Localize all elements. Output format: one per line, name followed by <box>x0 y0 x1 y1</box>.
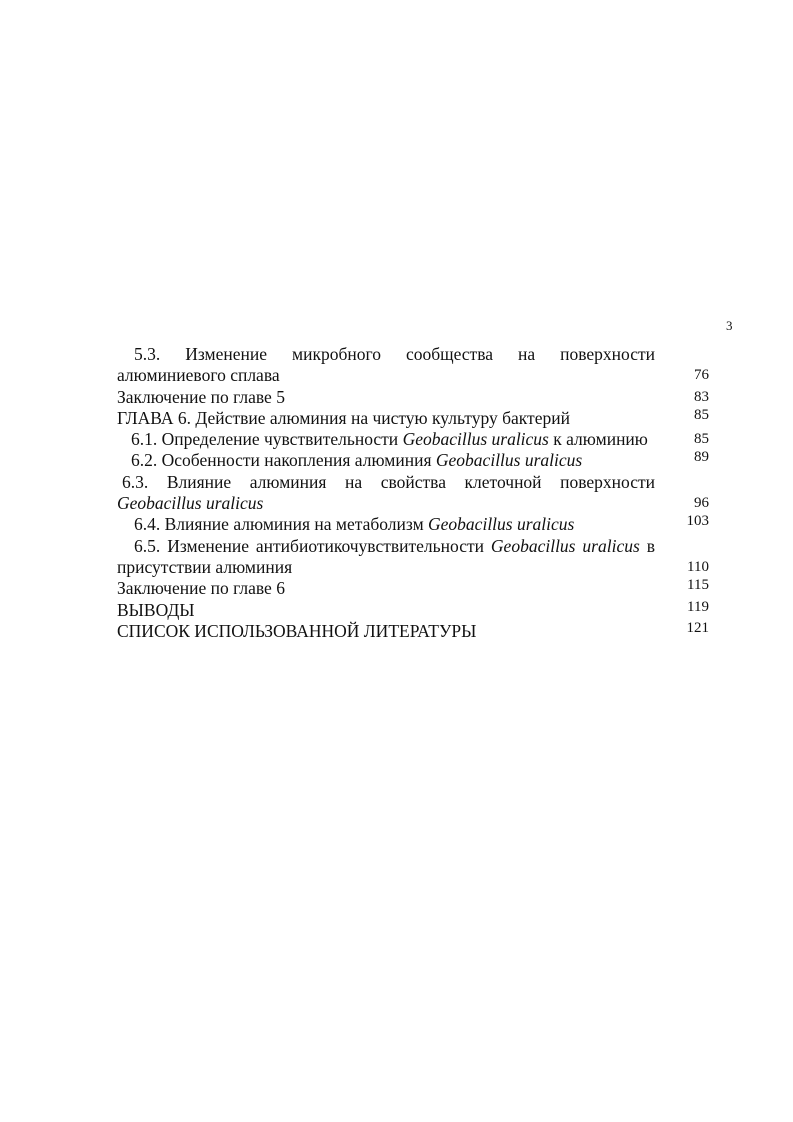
toc-entry-6-2 <box>117 450 717 471</box>
toc-entry-6-4 <box>117 514 717 535</box>
page-number: 3 <box>726 318 733 333</box>
toc-entry-conclusions <box>117 600 717 621</box>
toc-entry-page: 85 <box>694 406 709 423</box>
toc-entry-title: ГЛАВА 6. Действие алюминия на чистую культуру бактерий <box>117 407 570 428</box>
toc-entry-title: 6.2. Особенности накопления алюминия Geobacillus uralicus <box>131 450 583 471</box>
toc-entry-title: Заключение по главе 6 <box>117 578 285 599</box>
toc-entry-page: 110 <box>687 558 709 575</box>
toc-entry-page: 83 <box>694 388 709 405</box>
species-name: Geobacillus uralicus <box>428 514 575 535</box>
toc-entry-title: 5.3. Изменение микробного сообщества на поверхности алюминиевого сплава <box>117 344 655 386</box>
toc-entry-title: ВЫВОДЫ <box>117 599 195 620</box>
toc-entry-page: 103 <box>686 513 709 530</box>
toc-entry-page: 76 <box>694 367 709 384</box>
table-of-contents <box>117 344 717 642</box>
toc-entry-page: 119 <box>687 598 709 615</box>
species-name: Geobacillus uralicus <box>490 535 640 556</box>
toc-entry-6-3 <box>117 472 717 515</box>
species-name: Geobacillus uralicus <box>117 493 264 514</box>
toc-entry-6-1 <box>117 429 717 450</box>
toc-entry-page: 85 <box>694 431 709 448</box>
species-name: Geobacillus uralicus <box>402 429 549 450</box>
toc-entry-page: 89 <box>694 449 709 466</box>
toc-entry-chapter-6 <box>117 408 717 429</box>
toc-entry-5-3 <box>117 344 717 387</box>
toc-entry-title: 6.3. Влияние алюминия на свойства клеточной поверхности Geobacillus uralicus <box>117 471 655 514</box>
toc-entry-title: Заключение по главе 5 <box>117 386 285 407</box>
species-name: Geobacillus uralicus <box>435 450 583 471</box>
toc-entry-conclusion-6 <box>117 578 717 599</box>
toc-entry-title: 6.5. Изменение антибиотикочувствительности Geobacillus uralicus в присутствии алюминия <box>117 535 655 577</box>
toc-entry-title: 6.4. Влияние алюминия на метаболизм Geobacillus uralicus <box>134 514 575 535</box>
toc-entry-page: 96 <box>694 495 709 512</box>
toc-entry-page: 121 <box>686 619 709 636</box>
toc-entry-title: 6.1. Определение чувствительности Geobacillus uralicus к алюминию <box>131 429 648 450</box>
toc-entry-conclusion-5 <box>117 387 717 408</box>
toc-entry-6-5 <box>117 536 717 579</box>
toc-entry-page: 115 <box>687 577 709 594</box>
toc-entry-title: СПИСОК ИСПОЛЬЗОВАННОЙ ЛИТЕРАТУРЫ <box>117 620 477 641</box>
toc-entry-references <box>117 621 717 642</box>
